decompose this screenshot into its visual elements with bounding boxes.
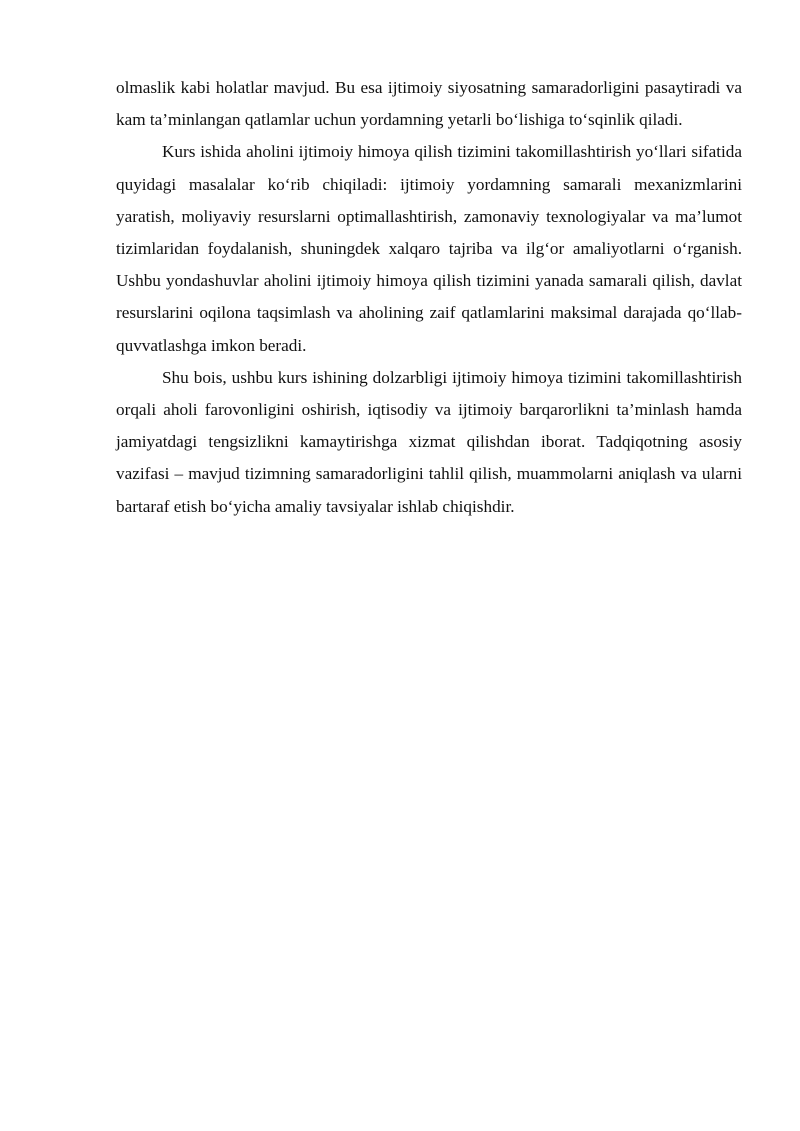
paragraph-relevance: Shu bois, ushbu kurs ishining dolzarbligi ijtimoiy himoya tizimini takomillashtirish orqali aholi farovonligini oshirish, iqtisodiy va ijtimoiy barqarorlikni ta’minlash hamda jamiyatdagi tengsizlikni kamaytirishga xizmat qilishdan iborat. Tadqiqotning asosiy vazifasi – mavjud tizimning samaradorligini tahlil qilish, muammolarni aniqlash va ularni bartaraf etish bo‘yicha amaliy tavsiyalar ishlab chiqishdir. bbox=[116, 367, 742, 516]
document-body bbox=[116, 72, 742, 523]
paragraph-improvement-ways: Kurs ishida aholini ijtimoiy himoya qilish tizimini takomillashtirish yo‘llari sifatida quyidagi masalalar ko‘rib chiqiladi: ijtimoiy yordamning samarali mexanizmlarini yaratish, moliyaviy resurslarni optimallashtirish, zamonaviy texnologiyalar va ma’lumot tizimlaridan foydalanish, shuningdek xalqaro tajriba va ilg‘or amaliyotlarni o‘rganish. Ushbu yondashuvlar aholini ijtimoiy himoya qilish tizimini yanada samarali qilish, davlat resurslarini oqilona taqsimlash va aholining zaif qatlamlarini maksimal darajada qo‘llab-quvvatlashga imkon beradi. bbox=[116, 142, 742, 355]
paragraph-continuation: olmaslik kabi holatlar mavjud. Bu esa ijtimoiy siyosatning samaradorligini pasaytiradi va kam ta’minlangan qatlamlar uchun yordamning yetarli bo‘lishiga to‘sqinlik qiladi. bbox=[116, 78, 742, 130]
